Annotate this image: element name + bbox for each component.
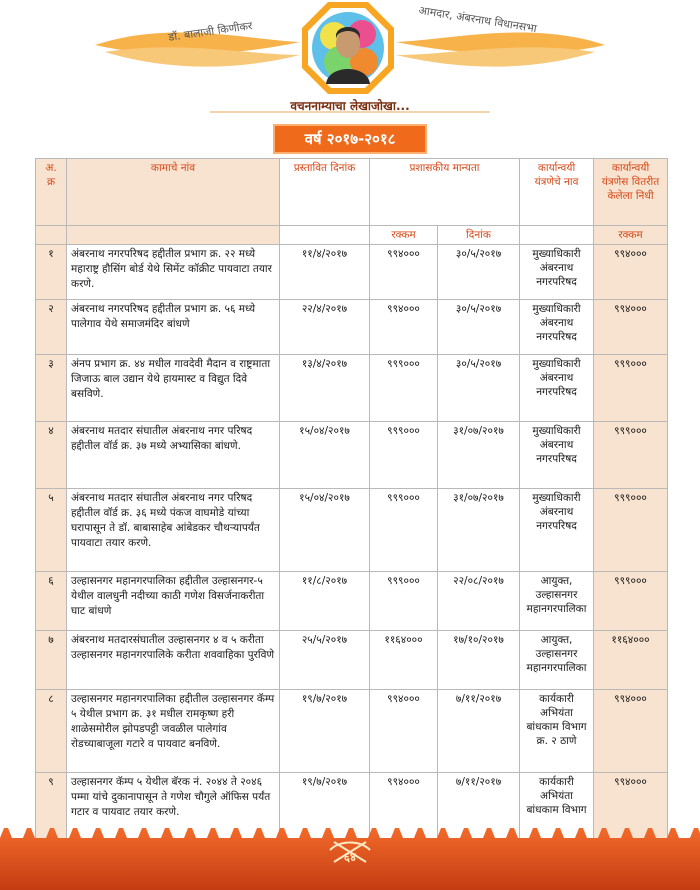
row-agency: मुख्याधिकारी अंबरनाथ नगरपरिषद [520, 245, 594, 300]
row-agency: मुख्याधिकारी अंबरनाथ नगरपरिषद [520, 422, 594, 489]
row-work-name: अंबरनाथ मतदार संघातील अंबरनाथ नगर परिषद हद्दीतील वॉर्ड क्र. ३७ मध्ये अभ्यासिका बांधणे. [67, 422, 280, 489]
table-row [36, 245, 668, 300]
row-work-name: उल्हासनगर महानगरपालिका हद्दीतील उल्हासनगर कॅम्प ५ येथील प्रभाग क्र. ३१ मधील रामकृष्ण हरी शाळेसमोरील झोपडपट्टी जवळील पालेगांव रोडच्याबाजूला गटारे व पायवाट बनविणे. [67, 690, 280, 773]
row-funds-amount: ९९४००० [594, 690, 668, 773]
row-work-name: उल्हासनगर महानगरपालिका हद्दीतील उल्हासनगर-५ येथील वालधुनी नदीच्या काठी गणेश विसर्जनाकरीता घाट बांधणे [67, 572, 280, 631]
row-proposed-date: १९/७/२०१७ [280, 690, 370, 773]
header-proposed-date: प्रस्तावित दिनांक [280, 159, 370, 226]
row-approval-amount: ९९९००० [370, 572, 438, 631]
row-serial: १ [36, 245, 67, 300]
row-agency: मुख्याधिकारी अंबरनाथ नगरपरिषद [520, 300, 594, 355]
row-funds-amount: ११६४००० [594, 631, 668, 690]
row-funds-amount: ९९९००० [594, 572, 668, 631]
subheader-amount: रक्कम [370, 226, 438, 245]
mla-name: डॉ. बालाजी किणीकर [167, 19, 254, 44]
works-table [35, 158, 668, 848]
header-agency: कार्यान्वयी यंत्रणेचे नाव [520, 159, 594, 226]
row-funds-amount: ९९९००० [594, 422, 668, 489]
row-funds-amount: ९९४००० [594, 300, 668, 355]
row-serial: ६ [36, 572, 67, 631]
row-approval-amount: ९९४००० [370, 245, 438, 300]
row-proposed-date: १५/०४/२०१७ [280, 422, 370, 489]
row-approval-date: ३०/५/२०१७ [438, 355, 520, 422]
row-serial: ९ [36, 773, 67, 848]
page-header [0, 0, 700, 120]
page-number: ६४ [343, 850, 357, 864]
subheader-date: दिनांक [438, 226, 520, 245]
row-approval-date: ३१/०७/२०१७ [438, 489, 520, 572]
row-serial: ७ [36, 631, 67, 690]
row-approval-date: ७/११/२०१७ [438, 690, 520, 773]
row-proposed-date: २२/४/२०१७ [280, 300, 370, 355]
header-serial: अ. क्र [36, 159, 67, 226]
table-row [36, 355, 668, 422]
subheader-blank [280, 226, 370, 245]
row-approval-amount: ९९४००० [370, 773, 438, 848]
row-agency: मुख्याधिकारी अंबरनाथ नगरपरिषद [520, 489, 594, 572]
row-proposed-date: १५/०४/२०१७ [280, 489, 370, 572]
row-proposed-date: २५/५/२०१७ [280, 631, 370, 690]
row-work-name: उल्हासनगर कॅम्प ५ येथील बॅरक नं. २०४४ ते २०४६ पम्मा यांचे दुकानापासून ते गणेश चौगुले ऑफिस पर्यंत गटार व पायवाट तयार करणे. [67, 773, 280, 848]
row-work-name: अंबरनाथ मतदारसंघातील उल्हासनगर ४ व ५ करीता उल्हासनगर महानगरपालिके करीता शववाहिका पुरविणे [67, 631, 280, 690]
row-serial: ४ [36, 422, 67, 489]
row-approval-date: ३०/५/२०१७ [438, 300, 520, 355]
row-agency: कार्यकारी अभियंता बांधकाम विभाग [520, 773, 594, 848]
row-serial: ८ [36, 690, 67, 773]
table-header-row [36, 159, 668, 226]
row-approval-amount: ९९४००० [370, 300, 438, 355]
subheader-blank [36, 226, 67, 245]
row-approval-amount: ९९४००० [370, 690, 438, 773]
row-proposed-date: ११/४/२०१७ [280, 245, 370, 300]
row-approval-amount: ९९९००० [370, 422, 438, 489]
subheader-blank [67, 226, 280, 245]
tagline: वचननाम्याचा लेखाजोखा... [290, 99, 410, 113]
row-work-name: अंबरनाथ नगरपरिषद हद्दीतील प्रभाग क्र. २२ मध्ये महाराष्ट्र हौसिंग बोर्ड येथे सिमेंट कॉक्रीट पायवाटा तयार करणे. [67, 245, 280, 300]
table-row [36, 572, 668, 631]
row-work-name: अंनप प्रभाग क्र. ४४ मधील गावदेवी मैदान व राष्ट्रमाता जिजाऊ बाल उद्यान येथे हायमास्ट व विद्युत दिवे बसविणे. [67, 355, 280, 422]
row-agency: मुख्याधिकारी अंबरनाथ नगरपरिषद [520, 355, 594, 422]
row-approval-amount: ९९९००० [370, 489, 438, 572]
table-row [36, 489, 668, 572]
row-serial: २ [36, 300, 67, 355]
table-row [36, 631, 668, 690]
row-serial: ३ [36, 355, 67, 422]
table-row [36, 300, 668, 355]
table-row [36, 690, 668, 773]
row-proposed-date: ११/८/२०१७ [280, 572, 370, 631]
row-proposed-date: १९/७/२०१७ [280, 773, 370, 848]
row-funds-amount: ९९४००० [594, 773, 668, 848]
row-funds-amount: ९९९००० [594, 489, 668, 572]
table-subheader-row [36, 226, 668, 245]
row-agency: कार्यकारी अभियंता बांधकाम विभाग क्र. २ ठाणे [520, 690, 594, 773]
mla-designation: आमदार, अंबरनाथ विधानसभा [417, 3, 538, 36]
header-work-name: कामाचे नांव [67, 159, 280, 226]
header-admin-approval: प्रशासकीय मान्यता [370, 159, 520, 226]
row-approval-date: ३१/०७/२०१७ [438, 422, 520, 489]
row-approval-amount: ९९९००० [370, 355, 438, 422]
row-funds-amount: ९९९००० [594, 355, 668, 422]
year-title: वर्ष २०१७-२०१८ [275, 126, 425, 152]
row-serial: ५ [36, 489, 67, 572]
subheader-funds-amount: रक्कम [594, 226, 668, 245]
row-approval-date: १७/१०/२०१७ [438, 631, 520, 690]
table-row [36, 422, 668, 489]
row-approval-date: ३०/५/२०१७ [438, 245, 520, 300]
row-approval-date: २२/०८/२०१७ [438, 572, 520, 631]
row-proposed-date: १३/४/२०१७ [280, 355, 370, 422]
row-work-name: अंबरनाथ नगरपरिषद हद्दीतील प्रभाग क्र. ५६ मध्ये पालेगाव येथे समाजमंदिर बांधणे [67, 300, 280, 355]
portrait-image [300, 0, 396, 96]
row-work-name: अंबरनाथ मतदार संघातील अंबरनाथ नगर परिषद हद्दीतील वॉर्ड क्र. ३६ मध्ये पंकज वाघमोडे यांच्या घरापासून ते डॉ. बाबासाहेब आंबेडकर चौथऱ्यापर्यंत पायवाटा तयार करणे. [67, 489, 280, 572]
row-agency: आयुक्त, उल्हासनगर महानगरपालिका [520, 572, 594, 631]
header-funds: कार्यान्वयी यंत्रणेस वितरीत केलेला निधी [594, 159, 668, 226]
row-approval-amount: ११६४००० [370, 631, 438, 690]
row-funds-amount: ९९४००० [594, 245, 668, 300]
row-approval-date: ७/११/२०१७ [438, 773, 520, 848]
row-agency: आयुक्त, उल्हासनगर महानगरपालिका [520, 631, 594, 690]
subheader-blank [520, 226, 594, 245]
